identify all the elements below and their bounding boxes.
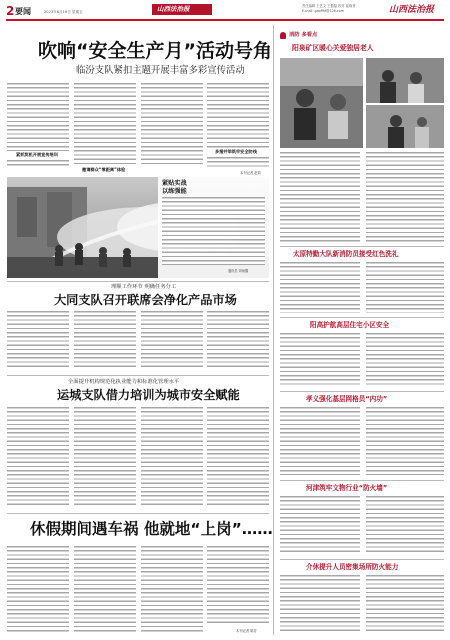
article2-title: 大同支队召开联席会净化产品市场 <box>54 293 237 307</box>
main-col-3 <box>141 83 203 166</box>
article4-col-4 <box>207 546 269 626</box>
photo-caption-box <box>158 177 269 278</box>
sidebar-text-5a <box>280 496 360 554</box>
article3-kicker: 全面提升机构规范化执业能力和标准化管理水平 <box>68 379 180 385</box>
article4-byline: 本刊记者 陈芳 <box>236 629 257 633</box>
main-subhead-1: 紧抓契机开展宣传培训 <box>16 152 58 157</box>
firefighter-training-photo <box>7 177 269 278</box>
sidebar-headline-4: 孝义强化基层网格员“内功” <box>306 395 388 403</box>
sidebar-text-6a <box>280 575 360 633</box>
main-col-2 <box>74 83 136 166</box>
page-number: 2 <box>6 4 15 18</box>
sidebar-headline-1: 阳泉矿区暖心关爱独居老人 <box>292 44 374 52</box>
paper-logo-small: 山西法治报 <box>157 5 190 13</box>
main-title: 吹响“安全生产月”活动号角 <box>38 40 272 62</box>
sidebar-text-4b <box>366 407 444 475</box>
photo-caption-byline: 通讯员 刘雨馨 <box>228 269 249 273</box>
elderly-visit-photo-2 <box>366 58 444 103</box>
sidebar-divider-5 <box>280 559 444 560</box>
sidebar-divider-3 <box>280 391 444 392</box>
sidebar-border <box>273 25 274 635</box>
section-name: 要闻 <box>15 7 31 16</box>
sidebar-label: 消防 多看点 <box>289 32 318 38</box>
main-subtitle: 临汾支队紧扣主题开展丰富多彩宣传活动 <box>76 65 245 76</box>
article3-title: 运城支队借力培训为城市安全赋能 <box>57 388 240 402</box>
main-col-1b <box>7 160 69 168</box>
sidebar-text-5b <box>366 496 444 554</box>
article3-col-4 <box>207 407 269 505</box>
divider-1 <box>7 281 269 282</box>
photo-caption-text <box>162 197 265 265</box>
main-byline: 本刊记者 赵菊 <box>240 171 261 175</box>
sidebar-text-3a <box>280 333 360 387</box>
article4-col-2 <box>74 546 136 634</box>
masthead-info-2: E-mail: gaoffhf@126.com <box>302 9 344 13</box>
sidebar-divider-2 <box>280 317 444 318</box>
main-col-4b <box>207 157 269 169</box>
masthead-rule <box>6 19 444 21</box>
sidebar-label-box <box>280 31 332 40</box>
elderly-visit-image-3 <box>366 105 444 148</box>
article2-col-1 <box>7 311 69 367</box>
sidebar-headline-5: 河津筑牢文物行业“防火墙” <box>306 484 388 492</box>
article3-col-2 <box>74 407 136 505</box>
elderly-visit-image-2 <box>366 58 444 103</box>
paper-logo-right: 山西法治报 <box>389 5 435 15</box>
masthead-info-1: 责任编辑 王艺文 王磊磊 校对 崔晓青 <box>302 4 356 8</box>
main-col-1 <box>7 83 69 151</box>
sidebar-headline-6: 介休提升人员密集场所防火能力 <box>306 563 399 571</box>
sidebar-text-1a <box>280 152 360 242</box>
sidebar-divider-1 <box>280 246 444 247</box>
article3-col-3 <box>141 407 203 505</box>
sidebar-text-4a <box>280 407 360 475</box>
sidebar-headline-3: 阳高护航高层住宅小区安全 <box>310 321 390 329</box>
elderly-visit-photo-1 <box>280 58 363 148</box>
sidebar-text-2a <box>280 262 360 313</box>
elderly-visit-photo-3 <box>366 105 444 148</box>
photo-caption-title: 紧贴实战 以练强能 <box>162 180 187 195</box>
article2-col-2 <box>74 311 136 367</box>
sidebar-divider-4 <box>280 480 444 481</box>
article4-title: 休假期间遇车祸 他就地“上岗”…… <box>30 520 273 538</box>
paper-nameplate-small <box>152 4 212 15</box>
article3-col-1 <box>7 407 69 505</box>
sidebar-text-3b <box>366 333 444 387</box>
sidebar-text-1b <box>366 152 444 242</box>
sidebar-text-6b <box>366 575 444 633</box>
divider-3 <box>7 513 269 514</box>
divider-2 <box>7 375 269 376</box>
elderly-visit-image-1 <box>280 58 363 148</box>
article4-col-3 <box>141 546 203 634</box>
main-subhead-3: 多措并举筑牢安全防线 <box>215 149 257 154</box>
article4-col-1 <box>7 546 69 634</box>
article2-col-3 <box>141 311 203 367</box>
sidebar-text-2b <box>366 262 444 313</box>
masthead-date: 2023年6月16日 星期五 <box>44 10 83 14</box>
fire-icon <box>280 32 286 39</box>
article2-col-4 <box>207 311 269 367</box>
main-col-4 <box>207 83 269 148</box>
main-subhead-2: 邀请群众“零距离”体验 <box>82 167 126 172</box>
masthead <box>6 4 444 18</box>
sidebar-headline-2: 太原特勤大队新消防员接受红色洗礼 <box>293 250 399 258</box>
article2-kicker: 理顺工作环节 明确任务分工 <box>111 284 177 290</box>
